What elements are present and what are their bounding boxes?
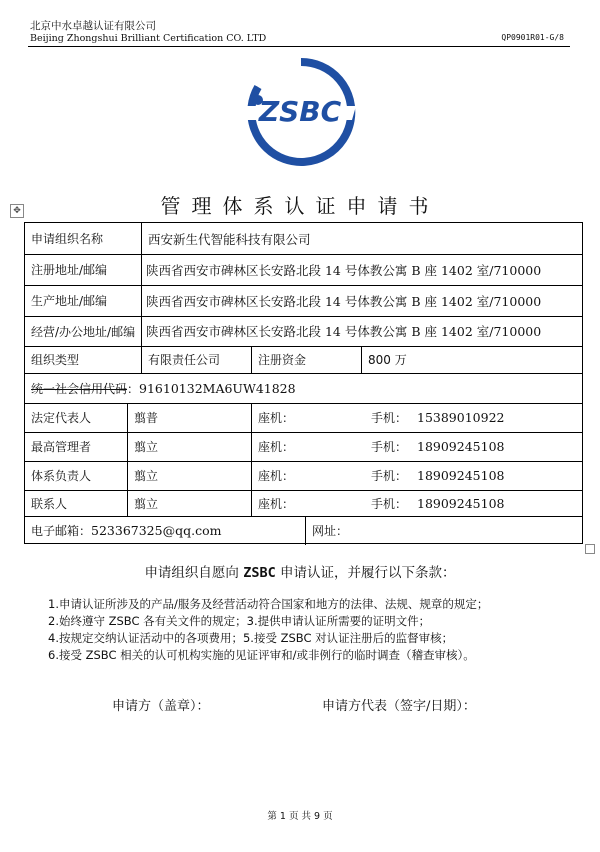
- email-value: 523367325@qq.com: [91, 523, 222, 538]
- capital-label: 注册资金: [251, 346, 361, 373]
- list-item: 4.按规定交纳认证活动中的各项费用；5.接受 ZSBC 对认证注册后的监督审核；: [48, 631, 454, 645]
- website-label: 网址：: [305, 516, 582, 545]
- mobile-label: 手机：: [371, 469, 408, 483]
- credit-code-field: [25, 373, 582, 403]
- pledge-brand: ZSBC: [243, 565, 276, 581]
- table-row: [25, 432, 582, 462]
- table-row: [25, 403, 582, 433]
- pledge-suffix: 申请认证，并履行以下条款：: [275, 565, 456, 581]
- table-row: [25, 516, 582, 545]
- pledge-statement: [0, 561, 600, 581]
- mobile-label: 手机：: [371, 411, 408, 425]
- email-label: 电子邮箱：: [31, 524, 92, 538]
- credit-code-label: 统一社会信用代码: [31, 381, 128, 396]
- contact-mobile: 15389010922: [417, 410, 505, 425]
- pledge-prefix: 申请组织自愿向: [144, 565, 244, 581]
- table-row: [25, 254, 582, 286]
- page-title: 管理体系认证申请书: [160, 194, 440, 218]
- terms-list: [48, 596, 568, 664]
- header-rule: [28, 46, 570, 47]
- landline-label: 座机：: [251, 461, 371, 490]
- table-row: [25, 346, 582, 374]
- zsbc-logo: [236, 56, 366, 168]
- table-row: [25, 223, 582, 255]
- table-row: [25, 316, 582, 347]
- reg-address-label: 注册地址/邮编: [31, 263, 108, 277]
- mobile-label: 手机：: [371, 440, 408, 454]
- prod-address-label: 生产地址/邮编: [31, 294, 108, 308]
- header-doc-code: QP0901R01-G/8: [501, 33, 564, 42]
- representative-signature-label: 申请方代表（签字/日期）：: [322, 699, 476, 714]
- contact-name: 翦立: [127, 461, 251, 490]
- list-item: 1.申请认证所涉及的产品/服务及经营活动符合国家和地方的法律、法规、规章的规定；: [48, 597, 489, 611]
- contact-role: 法定代表人: [31, 411, 92, 425]
- mobile-label: 手机：: [371, 496, 408, 511]
- prod-address-value: 陕西省西安市碑林区长安路北段 14 号体教公寓 B 座 1402 室/710000: [141, 285, 582, 316]
- contact-mobile: 18909245108: [417, 468, 505, 483]
- contact-role: 体系负责人: [31, 469, 92, 483]
- reg-address-value: 陕西省西安市碑林区长安路北段 14 号体教公寓 B 座 1402 室/710000: [141, 254, 582, 285]
- list-item: 6.接受 ZSBC 相关的认可机构实施的见证评审和/或非例行的临时调查（稽查审核）。: [48, 648, 475, 662]
- contact-role: 联系人: [31, 496, 68, 511]
- table-resize-handle-icon[interactable]: [585, 544, 595, 554]
- org-name-label: 申请组织名称: [31, 232, 104, 246]
- org-type-label: 组织类型: [31, 353, 80, 367]
- logo-text: ZSBC: [258, 95, 342, 128]
- applicant-seal-label: 申请方（盖章）：: [112, 699, 210, 714]
- office-address-label: 经营/办公地址/邮编: [31, 324, 136, 339]
- credit-code-value: 91610132MA6UW41828: [139, 380, 296, 396]
- org-type-value: 有限责任公司: [141, 346, 251, 373]
- landline-label: 座机：: [251, 490, 371, 516]
- table-row: [25, 461, 582, 491]
- email-field: [25, 516, 305, 545]
- table-row: [25, 373, 582, 404]
- list-item: 2.始终遵守 ZSBC 各有关文件的规定；3.提供申请认证所需要的证明文件；: [48, 614, 431, 628]
- table-move-handle-icon[interactable]: ✥: [10, 204, 24, 218]
- contact-mobile: 18909245108: [417, 439, 505, 454]
- landline-label: 座机：: [251, 432, 371, 461]
- table-row: [25, 490, 582, 517]
- office-address-value: 陕西省西安市碑林区长安路北段 14 号体教公寓 B 座 1402 室/710000: [141, 316, 582, 346]
- application-form: [24, 222, 583, 544]
- contact-name: 翦普: [127, 403, 251, 432]
- colon-sep: ：: [127, 381, 140, 396]
- header-company-cn: 北京中水卓越认证有限公司: [30, 20, 156, 32]
- org-name-value: 西安新生代智能科技有限公司: [141, 223, 582, 254]
- contact-name: 翦立: [127, 432, 251, 461]
- contact-role: 最高管理者: [31, 440, 92, 454]
- contact-mobile: 18909245108: [417, 495, 505, 511]
- table-row: [25, 285, 582, 317]
- page-number: 第 1 页 共 9 页: [267, 811, 333, 822]
- capital-value: 800 万: [361, 346, 582, 373]
- landline-label: 座机：: [251, 403, 371, 432]
- header-company-en: Beijing Zhongshui Brilliant Certification CO. LTD: [30, 33, 267, 44]
- contact-name: 翦立: [127, 490, 251, 516]
